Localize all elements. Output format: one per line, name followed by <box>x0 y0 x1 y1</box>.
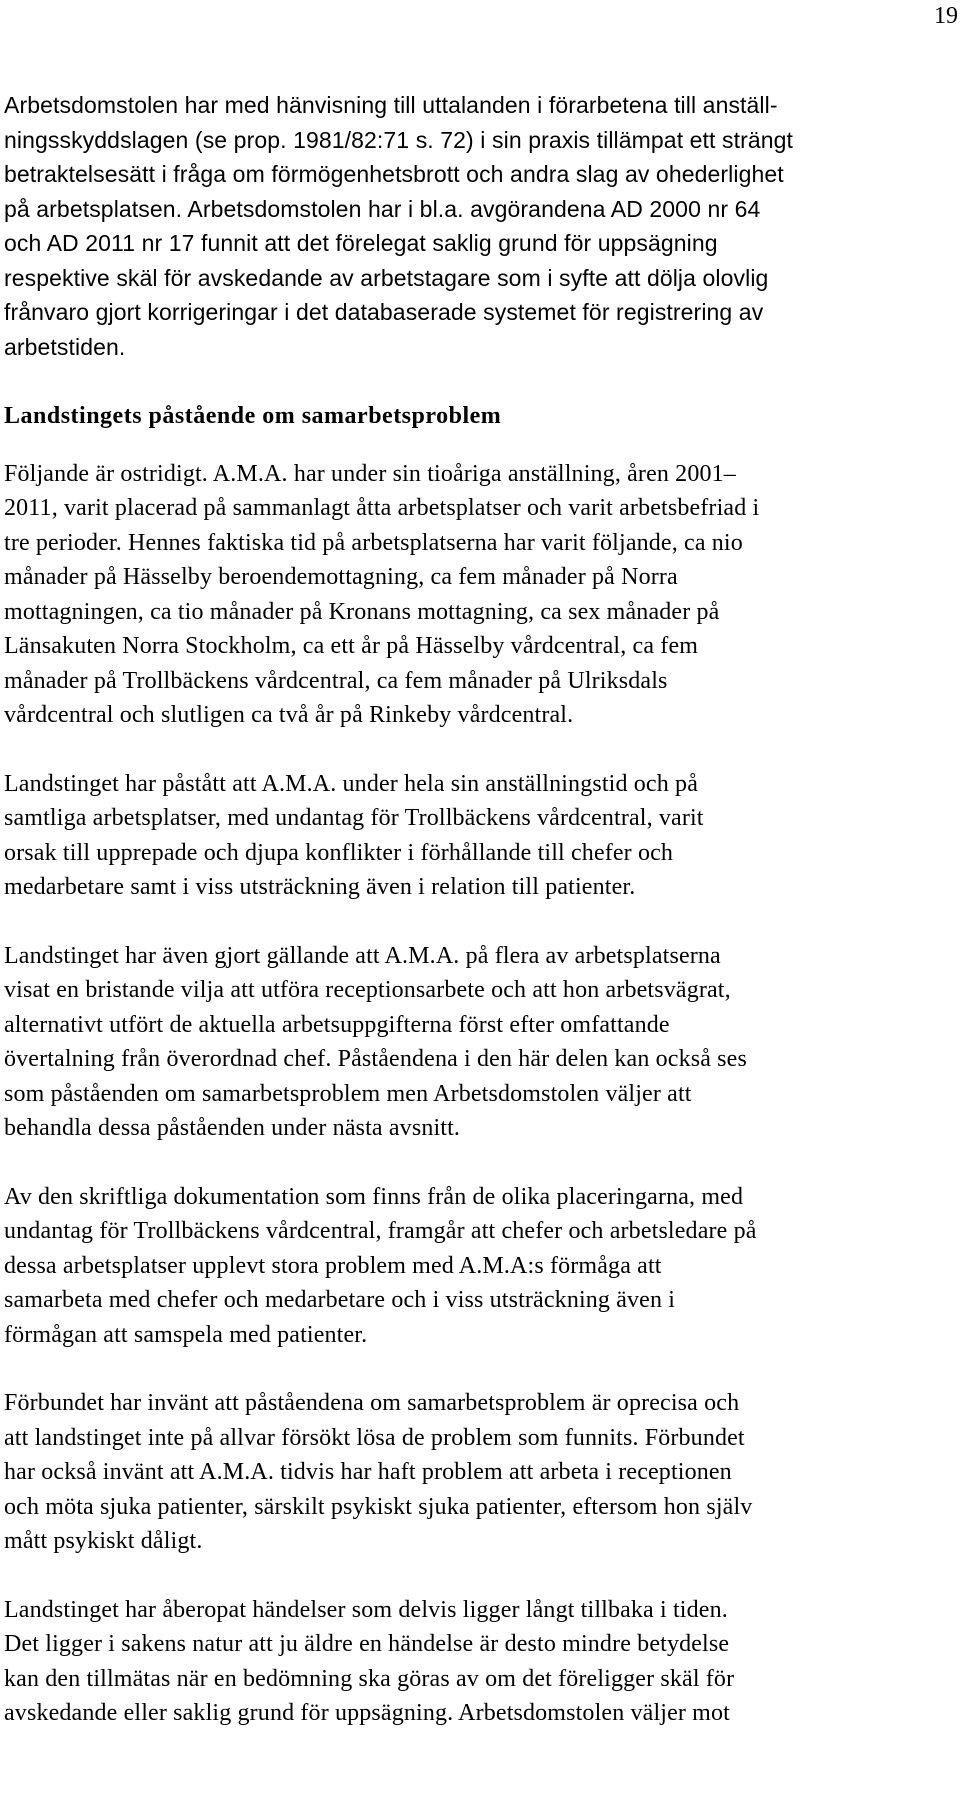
text-line: Landstinget har åberopat händelser som delvis ligger långt tillbaka i tiden. <box>4 1596 728 1623</box>
text-line: tre perioder. Hennes faktiska tid på arbetsplatserna har varit följande, ca nio <box>4 529 743 556</box>
paragraph-documentation <box>4 1180 956 1353</box>
text-line: Av den skriftliga dokumentation som finns från de olika placeringarna, med <box>4 1183 744 1210</box>
text-line: mottagningen, ca tio månader på Kronans mottagning, ca sex månader på <box>4 598 720 625</box>
text-line: och AD 2011 nr 17 funnit att det förelegat saklig grund för uppsägning <box>4 230 718 256</box>
text-line: övertalning från överordnad chef. Påståendena i den här delen kan också ses <box>4 1046 747 1072</box>
text-line: som påståenden om samarbetsproblem men Arbetsdomstolen väljer att <box>4 1080 692 1107</box>
paragraph-county-further-claim <box>4 939 956 1146</box>
text-line: betraktelsesätt i fråga om förmögenhetsbrott och andra slag av ohederlighet <box>4 161 784 187</box>
text-line: mått psykiskt dåligt. <box>4 1528 203 1554</box>
text-line: orsak till upprepade och djupa konflikter i förhållande till chefer och <box>4 839 674 866</box>
text-line: ningsskyddslagen (se prop. 1981/82:71 s. 72) i sin praxis tillämpat ett strängt <box>4 126 794 153</box>
text-line: vårdcentral och slutligen ca två år på Rinkeby vårdcentral. <box>4 702 574 728</box>
text-line: månader på Trollbäckens vårdcentral, ca fem månader på Ulriksdals <box>4 667 668 694</box>
text-line: Landstinget har påstått att A.M.A. under hela sin anställningstid och på <box>4 770 698 797</box>
text-line: Landstinget har även gjort gällande att A.M.A. på flera av arbetsplatserna <box>4 942 721 969</box>
text-line: alternativt utfört de aktuella arbetsuppgifterna först efter omfattande <box>4 1011 670 1038</box>
text-line: månader på Hässelby beroendemottagning, ca fem månader på Norra <box>4 564 678 590</box>
paragraph-past-events <box>4 1593 956 1731</box>
text-line: Länsakuten Norra Stockholm, ca ett år på Hässelby vårdcentral, ca fem <box>4 633 699 659</box>
text-line: kan den tillmätas när en bedömning ska göras av om det föreligger skäl för <box>4 1665 735 1692</box>
text-line: visat en bristande vilja att utföra receptionsarbete och att hon arbetsvägrat, <box>4 977 731 1003</box>
text-line: förmågan att samspela med patienter. <box>4 1321 368 1348</box>
page-number: 19 <box>934 3 958 29</box>
text-line: och möta sjuka patienter, särskilt psykiskt sjuka patienter, eftersom hon själv <box>4 1493 753 1520</box>
text-line: Arbetsdomstolen har med hänvisning till uttalanden i förarbetena till anställ- <box>4 92 778 118</box>
section-heading: Landstingets påstående om samarbetsproblem <box>4 403 502 429</box>
text-line: Förbundet har invänt att påståendena om samarbetsproblem är oprecisa och <box>4 1390 740 1416</box>
text-line: har också invänt att A.M.A. tidvis har haft problem att arbeta i receptionen <box>4 1459 732 1485</box>
text-line: medarbetare samt i viss utsträckning även i relation till patienter. <box>4 874 636 900</box>
text-line: avskedande eller saklig grund för uppsägning. Arbetsdomstolen väljer mot <box>4 1700 730 1726</box>
text-line: dessa arbetsplatser upplevt stora problem med A.M.A:s förmåga att <box>4 1252 662 1279</box>
text-line: Det ligger i sakens natur att ju äldre en händelse är desto mindre betydelse <box>4 1631 730 1657</box>
text-line: samtliga arbetsplatser, med undantag för Trollbäckens vårdcentral, varit <box>4 805 704 831</box>
paragraph-undisputed <box>4 457 956 733</box>
text-line: att landstinget inte på allvar försökt lösa de problem som funnits. Förbundet <box>4 1424 745 1451</box>
text-line: på arbetsplatsen. Arbetsdomstolen har i bl.a. avgörandena AD 2000 nr 64 <box>4 195 761 222</box>
text-line: respektive skäl för avskedande av arbetstagare som i syfte att dölja olovlig <box>4 264 769 291</box>
paragraph-county-claim <box>4 767 956 905</box>
text-line: 2011, varit placerad på sammanlagt åtta arbetsplatser och varit arbetsbefriad i <box>4 495 760 521</box>
text-line: undantag för Trollbäckens vårdcentral, framgår att chefer och arbetsledare på <box>4 1218 757 1244</box>
text-line: samarbeta med chefer och medarbetare och i viss utsträckning även i <box>4 1287 676 1313</box>
text-line: arbetstiden. <box>4 333 126 360</box>
text-line: frånvaro gjort korrigeringar i det databaserade systemet för registrering av <box>4 299 764 325</box>
paragraph-intro <box>4 88 956 364</box>
document-body <box>4 88 956 1731</box>
paragraph-union-objection <box>4 1386 956 1559</box>
text-line: Följande är ostridigt. A.M.A. har under sin tioåriga anställning, åren 2001– <box>4 460 736 487</box>
text-line: behandla dessa påståenden under nästa avsnitt. <box>4 1115 461 1141</box>
